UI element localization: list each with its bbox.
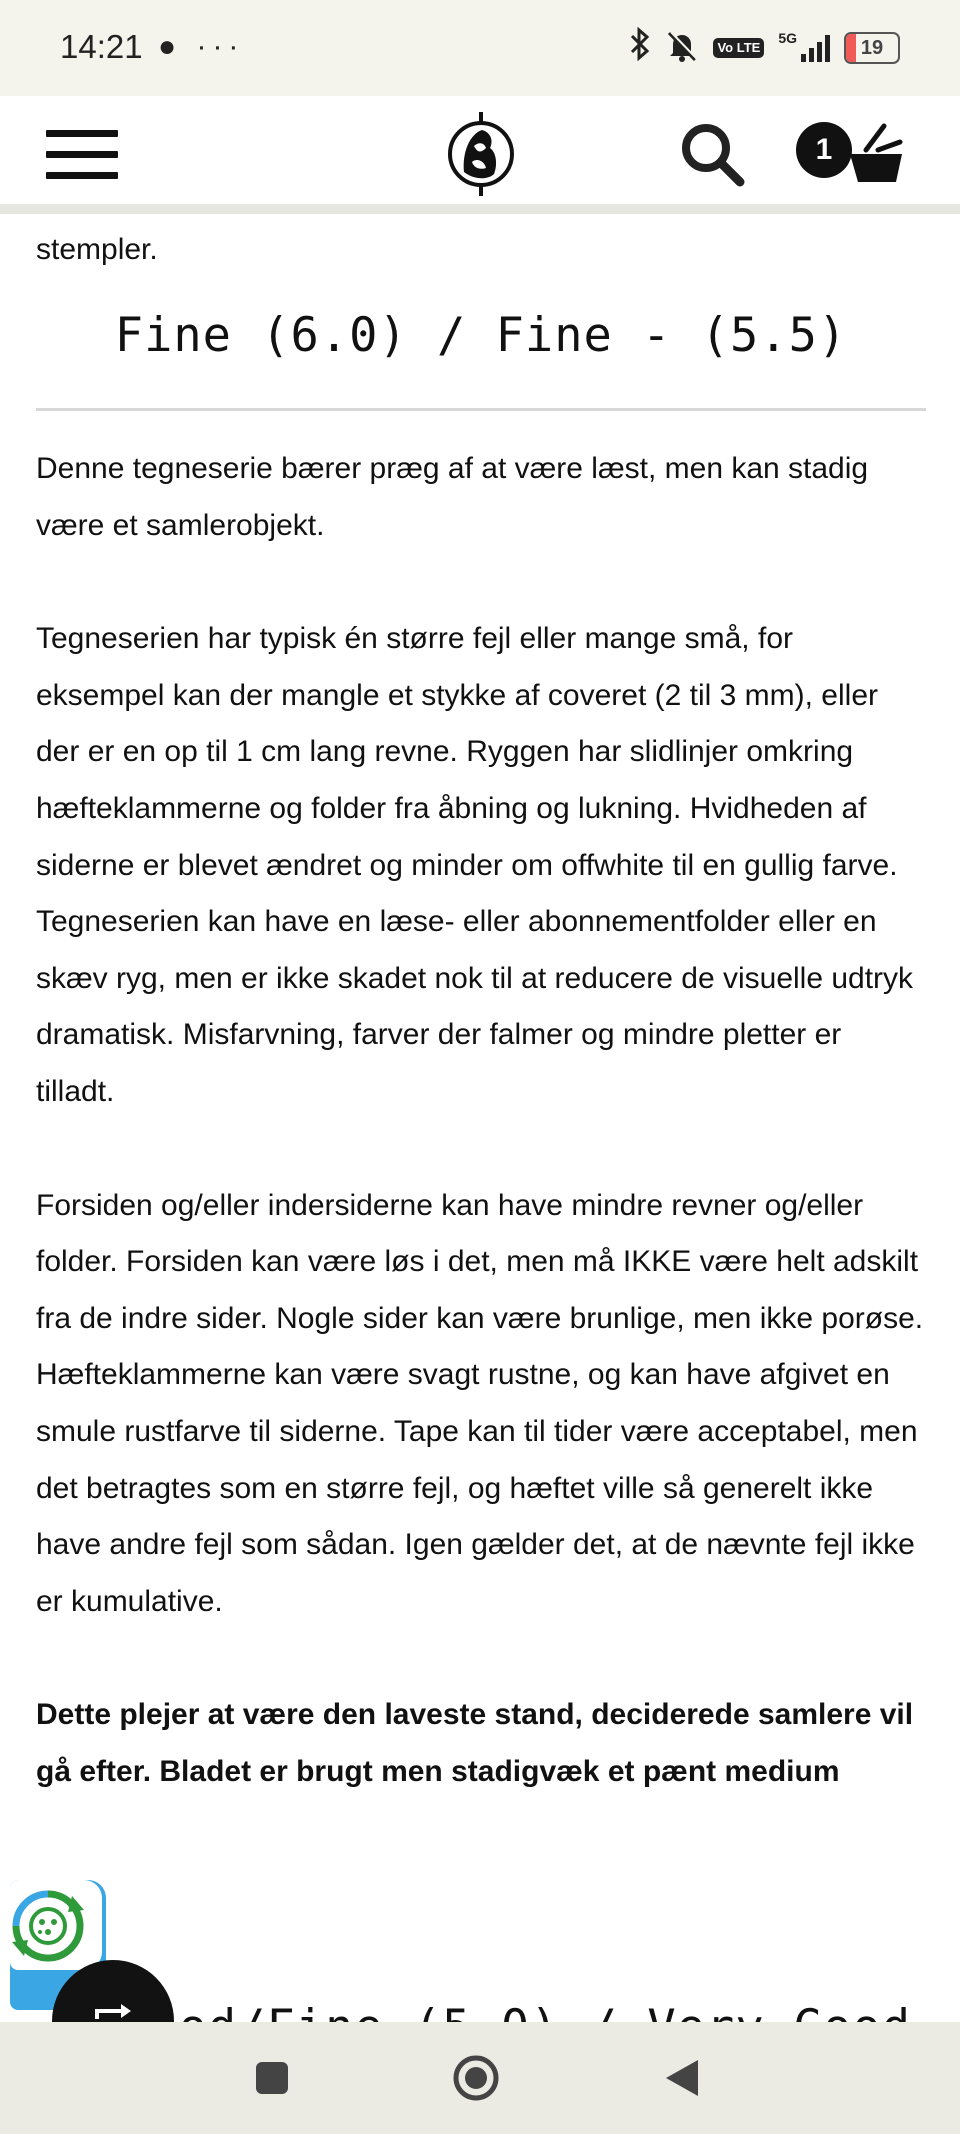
recents-button[interactable] bbox=[256, 2062, 288, 2094]
menu-line-icon bbox=[46, 130, 118, 137]
battery-icon bbox=[844, 32, 900, 64]
status-right-icons bbox=[629, 26, 900, 70]
signal-icon bbox=[801, 34, 830, 62]
status-time: 14:21 bbox=[60, 28, 143, 65]
grade-paragraph: Forsiden og/eller indersiderne kan have mindre revner og/eller folder. Forsiden kan være løs i det, men må IKKE være helt adskilt fra de indre sider. Nogle sider kan være brunlige, men ikke porøse. Hæfteklammerne kan være svagt rustne, og kan have afgivet en smule rustfarve til siderne. Tape kan til tider være acceptabel, men det betragtes som en større fejl, og hæftet ville så generelt ikke have andre fejl som sådan. Igen gælder det, at de nævnte fejl ikke er kumulative. bbox=[36, 1188, 924, 1618]
previous-text-tail: stempler. bbox=[36, 233, 158, 266]
grade-heading: Fine (6.0) / Fine - (5.5) bbox=[114, 308, 848, 363]
back-button[interactable] bbox=[664, 2058, 700, 2098]
header-divider bbox=[0, 204, 960, 214]
hamburger-menu-button[interactable] bbox=[46, 130, 118, 180]
battery-percent: 19 bbox=[860, 36, 884, 59]
bluetooth-icon bbox=[629, 27, 651, 69]
home-circle-icon bbox=[452, 2054, 500, 2102]
grade-paragraph: Tegneserien har typisk én større fejl eller mange små, for eksempel kan der mangle et stykke af coveret (2 til 3 mm), eller der er en op til 1 cm lang revne. Ryggen har slidlinjer omkring hæfteklammerne og folder fra åbning og lukning. Hvidheden af siderne er blevet ændret og minder om offwhite til en gullig farve. Tegneserien kan have en læse- eller abonnementfolder eller en skæv ryg, men er ikke skadet nok til at reducere de visuelle udtryk dramatisk. Misfarvning, farver der falmer og mindre pletter er tilladt. bbox=[36, 622, 914, 1108]
heading-divider bbox=[36, 408, 926, 411]
mute-bell-icon bbox=[665, 29, 699, 68]
notification-icons: ● ··· bbox=[158, 30, 245, 63]
search-button[interactable] bbox=[678, 120, 746, 188]
volte-icon: Vo LTE bbox=[713, 38, 764, 58]
network-type: 5G bbox=[778, 30, 797, 46]
recycle-icon[interactable] bbox=[10, 1888, 86, 1964]
menu-line-icon bbox=[46, 151, 118, 158]
back-triangle-icon bbox=[664, 2058, 700, 2098]
cart-button[interactable] bbox=[796, 118, 906, 188]
status-bar bbox=[0, 0, 960, 96]
menu-line-icon bbox=[46, 172, 118, 179]
article-content bbox=[36, 214, 926, 1800]
grade-paragraph: Denne tegneserie bærer præg af at være læst, men kan stadig være et samlerobjekt. bbox=[36, 452, 869, 542]
basket-icon bbox=[844, 120, 904, 184]
grade-summary-paragraph: Dette plejer at være den laveste stand, deciderede samlere vil gå efter. Bladet er brugt men stadigvæk et pænt medium bbox=[36, 1698, 914, 1788]
site-logo[interactable] bbox=[444, 112, 518, 196]
search-icon bbox=[678, 120, 746, 188]
cart-count-badge: 1 bbox=[796, 122, 852, 178]
home-button[interactable] bbox=[452, 2054, 500, 2102]
